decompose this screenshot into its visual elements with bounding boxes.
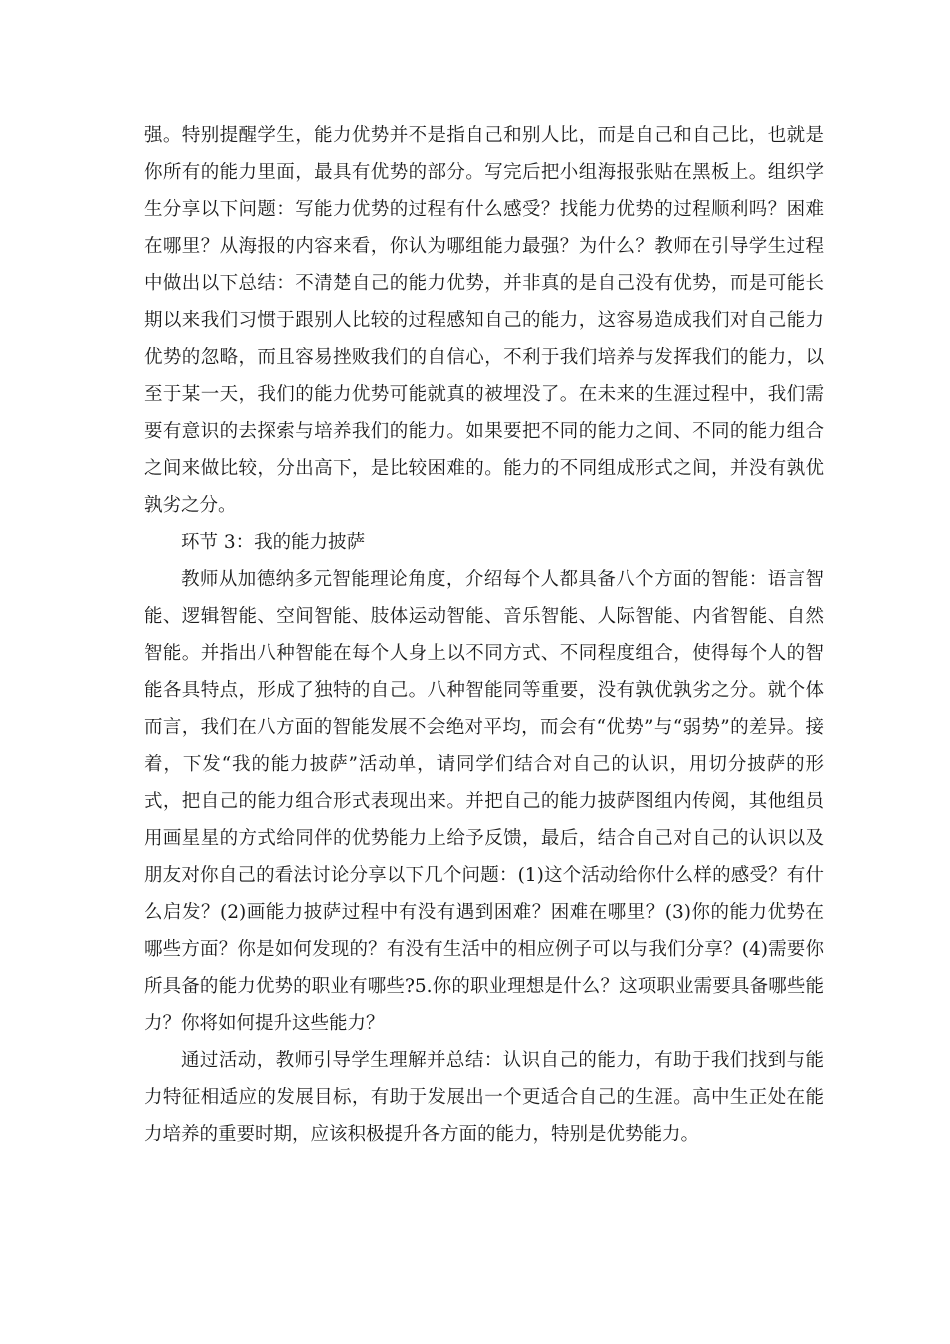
section-heading: 环节 3：我的能力披萨 [181,532,366,553]
document-body [144,117,824,1153]
paragraph-summary: 通过活动，教师引导学生理解并总结：认识自己的能力，有助于我们找到与能力特征相适应的发展目标，有助于发展出一个更适合自己的生涯。高中生正处在能力培养的重要时期，应该积极提升各方面的能力，特别是优势能力。 [144,1050,824,1145]
paragraph-continuation: 强。特别提醒学生，能力优势并不是指自己和别人比，而是自己和自己比，也就是你所有的能力里面，最具有优势的部分。写完后把小组海报张贴在黑板上。组织学生分享以下问题：写能力优势的过程有什么感受？找能力优势的过程顺利吗？困难在哪里？从海报的内容来看，你认为哪组能力最强？为什么？教师在引导学生过程中做出以下总结：不清楚自己的能力优势，并非真的是自己没有优势，而是可能长期以来我们习惯于跟别人比较的过程感知自己的能力，这容易造成我们对自己能力优势的忽略，而且容易挫败我们的自信心，不利于我们培养与发挥我们的能力，以至于某一天，我们的能力优势可能就真的被埋没了。在未来的生涯过程中，我们需要有意识的去探索与培养我们的能力。如果要把不同的能力之间、不同的能力组合之间来做比较，分出高下，是比较困难的。能力的不同组成形式之间，并没有孰优孰劣之分。 [144,125,824,516]
paragraph-section-body: 教师从加德纳多元智能理论角度，介绍每个人都具备八个方面的智能：语言智能、逻辑智能、空间智能、肢体运动智能、音乐智能、人际智能、内省智能、自然智能。并指出八种智能在每个人身上以不同方式、不同程度组合，使得每个人的智能各具特点，形成了独特的自己。八种智能同等重要，没有孰优孰劣之分。就个体而言，我们在八方面的智能发展不会绝对平均，而会有“优势”与“弱势”的差异。接着，下发“我的能力披萨”活动单，请同学们结合对自己的认识，用切分披萨的形式，把自己的能力组合形式表现出来。并把自己的能力披萨图组内传阅，其他组员用画星星的方式给同伴的优势能力上给予反馈，最后，结合自己对自己的认识以及朋友对你自己的看法讨论分享以下几个问题：(1)这个活动给你什么样的感受？有什么启发？(2)画能力披萨过程中有没有遇到困难？困难在哪里？(3)你的能力优势在哪些方面？你是如何发现的？有没有生活中的相应例子可以与我们分享？(4)需要你所具备的能力优势的职业有哪些?5.你的职业理想是什么？这项职业需要具备哪些能力？你将如何提升这些能力？ [144,569,824,1034]
